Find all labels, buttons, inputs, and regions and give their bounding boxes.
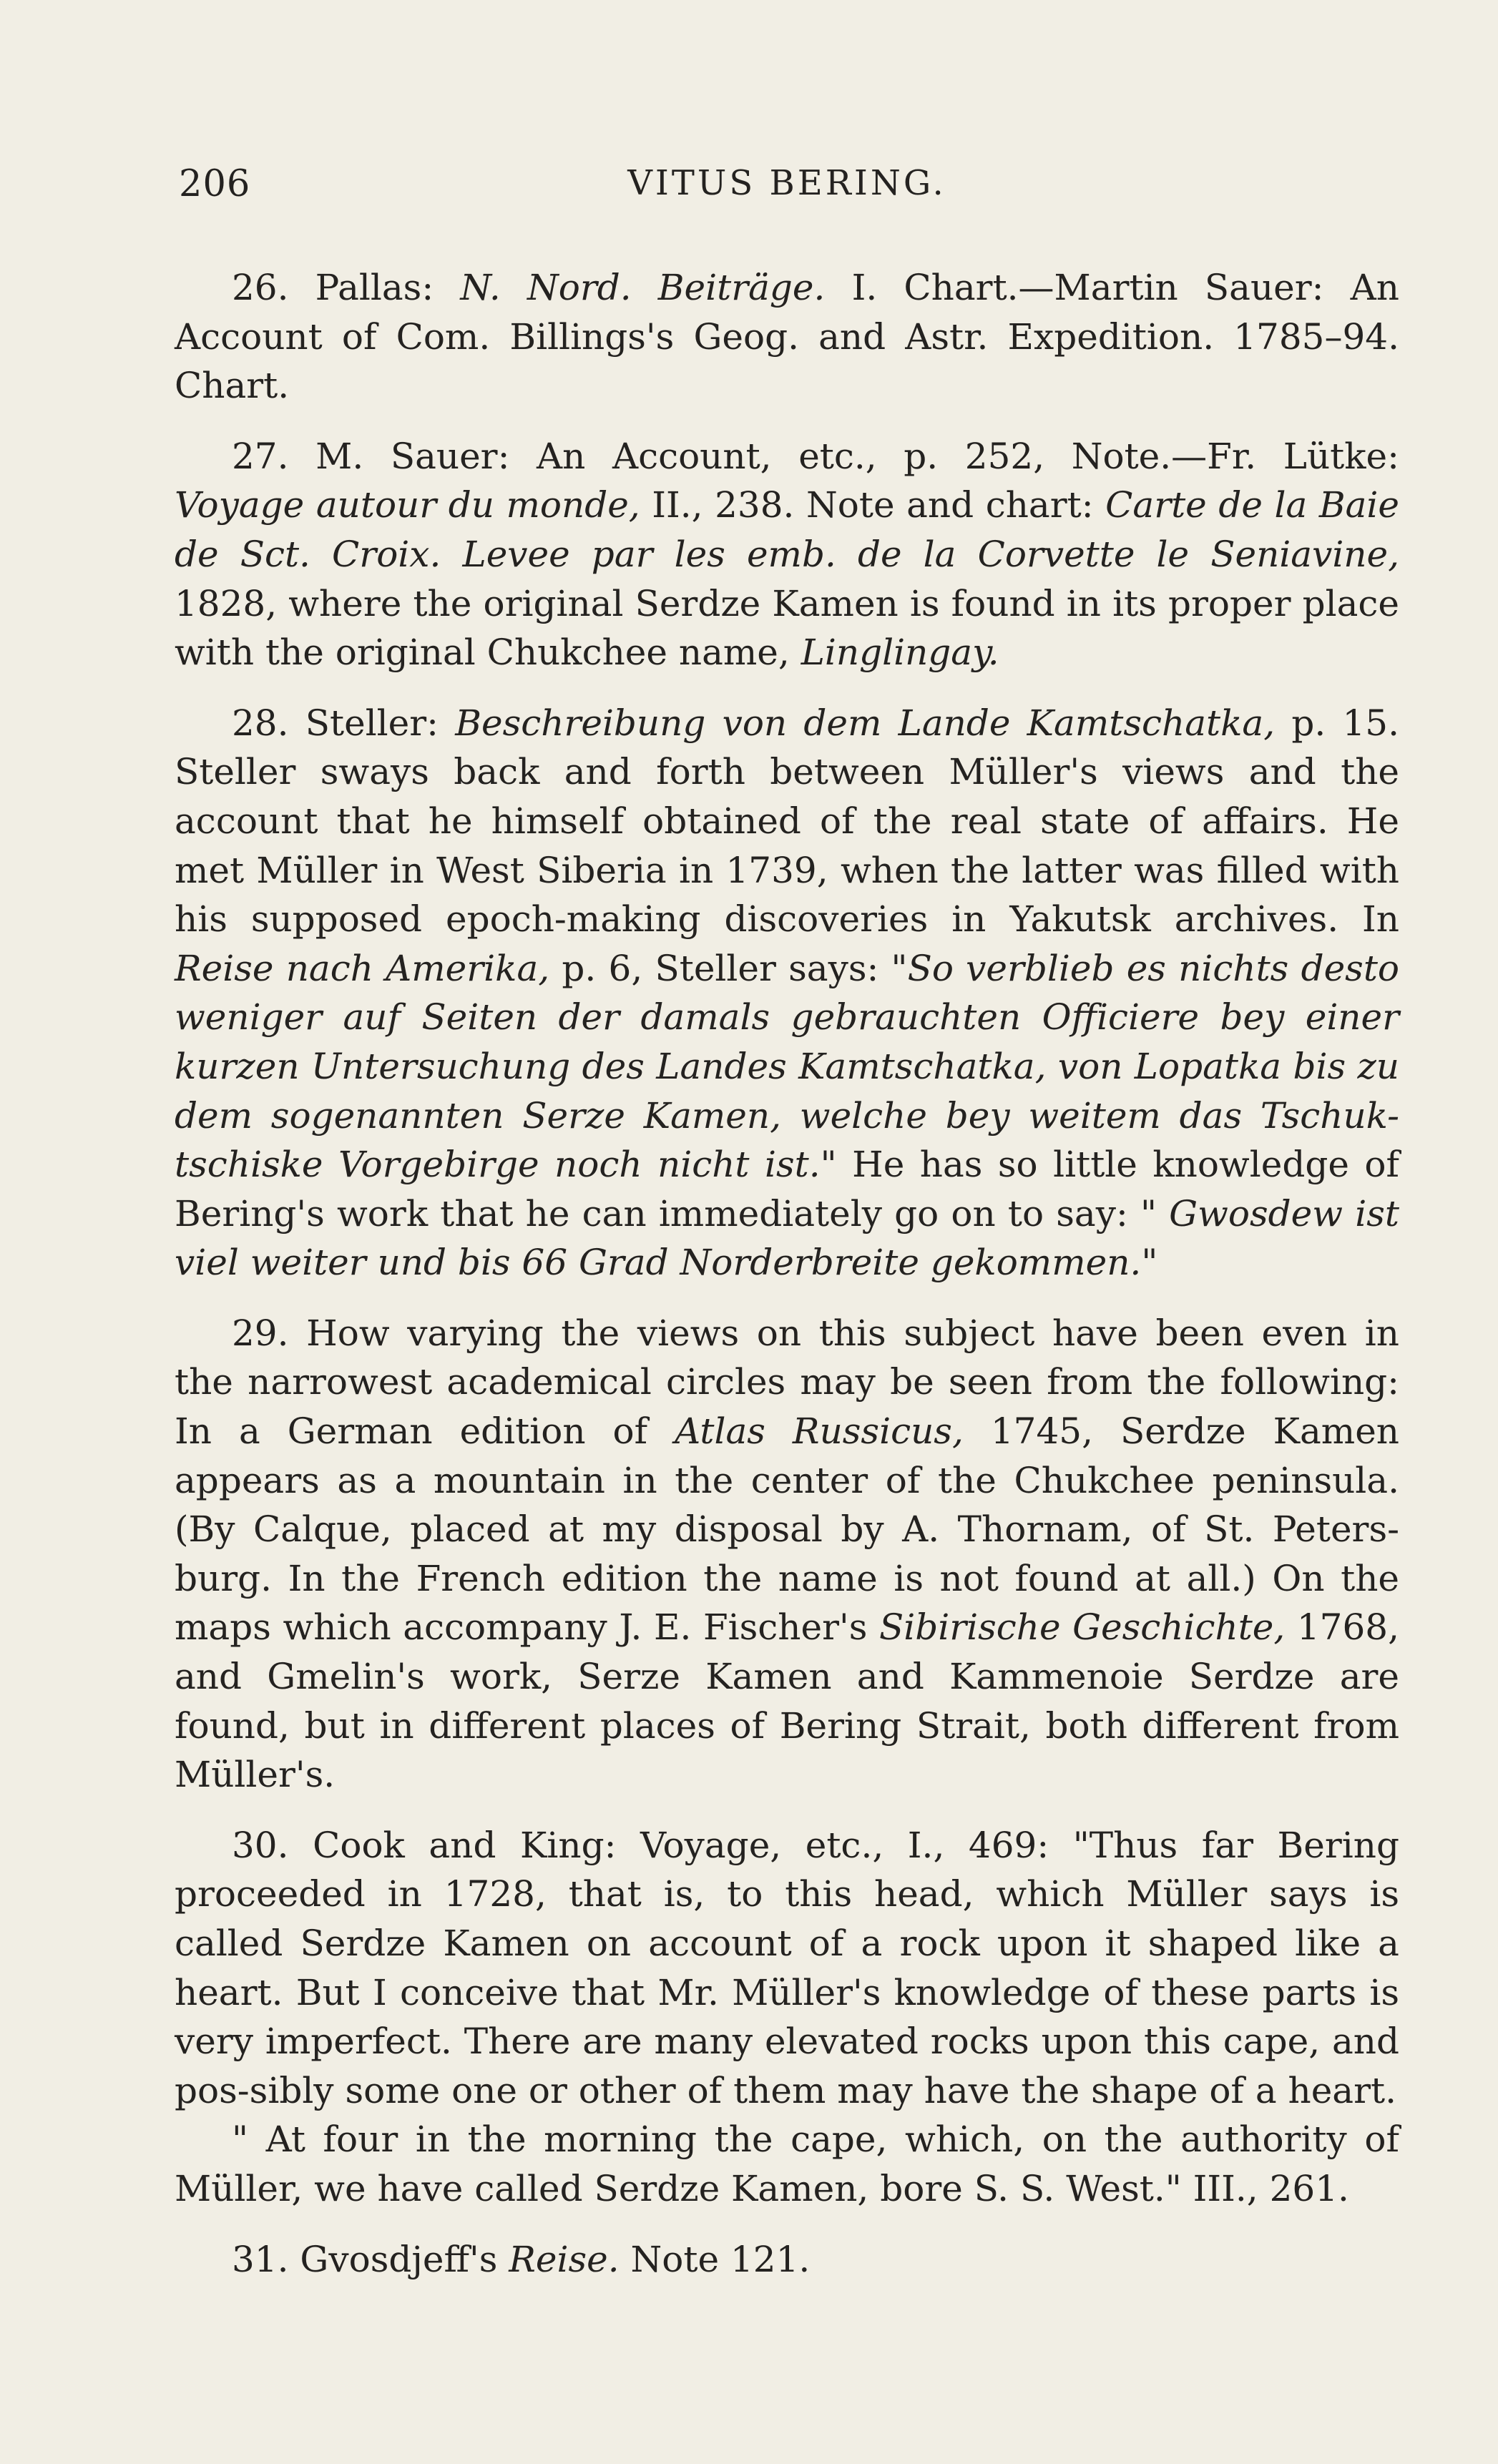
note-30-text: 30. Cook and King: Voyage, etc., I., 469: "Thus far Bering proceeded in 1728, that is, to this head, which Müller says is called Serdze Kamen on account of a rock upon it shaped like a heart. But I conceive that Mr. Müller's knowledge of these parts is very imperfect. There are many elevated rocks upon this cape, and pos-sibly some one or other of them may have the shape of a heart. <box>175 1824 1399 2111</box>
note-27 <box>175 432 1399 677</box>
note-28-quote: Gwosdew ist viel weiter und bis 66 Grad Norderbreite gekommen. <box>175 1192 1399 1284</box>
note-31-text: Note 121. <box>619 2238 811 2280</box>
note-31-text: 31. Gvosdjeff's <box>232 2238 509 2280</box>
note-28-text: p. 6, Steller says: " <box>549 947 908 989</box>
note-30-continued <box>175 2115 1399 2213</box>
note-28-text: " <box>1141 1242 1158 1284</box>
note-29-text: 29. How varying the views on this subject have been even in the narrowest academical circles may be seen from the following: In a German edition of <box>175 1312 1399 1453</box>
note-26-text: I. Chart.—Martin Sauer: An Account of Com. Billings's Geog. and Astr. Expedition. 1785–94. Chart. <box>175 267 1399 407</box>
note-31-title: Reise. <box>509 2238 620 2280</box>
note-26 <box>175 263 1399 411</box>
note-28-text: 28. Steller: <box>232 702 456 744</box>
notes-body <box>175 263 1399 2305</box>
note-27-title: Voyage autour du monde, <box>175 484 640 526</box>
note-30 <box>175 1821 1399 2116</box>
note-29-text: 1745, Serdze Kamen appears as a mountain in the center of the Chukchee peninsula. (By Calque, placed at my disposal by A. Thornam, of St. Peters-burg. In the French edition the name is not found at all.) On the maps which accompany J. E. Fischer's <box>175 1410 1400 1649</box>
note-28-title: Beschreibung von dem Lande Kamtschatka, <box>455 702 1276 744</box>
note-28-text: " He has so little knowledge of Bering's work that he can immediately go on to say: " <box>175 1144 1399 1235</box>
note-27-title: Carte de la Baie de Sct. Croix. Levee par les emb. de la Corvette le Seniavine, <box>175 484 1399 575</box>
note-29-title: Atlas Russicus, <box>675 1410 964 1453</box>
note-28-title: Reise nach Amerika, <box>175 947 550 989</box>
running-head: VITUS BERING. <box>627 163 946 203</box>
page-header <box>179 163 1395 213</box>
note-26-text: 26. Pallas: <box>232 267 461 308</box>
note-28-text: p. 15. Steller sways back and forth between Müller's views and the account that he himself obtained of the real state of affairs. He met Müller in West Siberia in 1739, when the latter was filled with his supposed epoch-making discoveries in Yakutsk archives. In <box>175 702 1399 941</box>
note-28 <box>175 699 1399 1287</box>
note-27-text: 27. M. Sauer: An Account, etc., p. 252, Note.—Fr. Lütke: <box>232 435 1399 477</box>
note-29 <box>175 1309 1399 1800</box>
note-26-title: N. Nord. Beiträge. <box>460 267 826 308</box>
note-27-text: II., 238. Note and chart: <box>640 484 1106 526</box>
note-28-quote: So verblieb es nichts desto weniger auf Seiten der damals gebrauchten Officiere bey einer kurzen Untersuchung des Landes Kamtschatka, von Lopatka bis zu dem sogenannten Serze Kamen, welche bey weitem das Tschuk-tschiske Vorgebirge noch nicht ist. <box>175 947 1400 1186</box>
note-30-continued-text: " At four in the morning the cape, which, on the authority of Müller, we have called Serdze Kamen, bore S. S. West." III., 261. <box>175 2119 1399 2209</box>
page-number: 206 <box>179 163 251 205</box>
note-27-text: 1828, where the original Serdze Kamen is found in its proper place with the original Chukchee name, <box>175 582 1399 674</box>
note-29-title: Sibirische Geschichte, <box>878 1606 1286 1649</box>
note-27-title: Linglingay. <box>801 632 999 674</box>
note-29-text: 1768, and Gmelin's work, Serze Kamen and Kammenoie Serdze are found, but in different places of Bering Strait, both different from Müller's. <box>175 1606 1399 1796</box>
note-31 <box>175 2235 1399 2284</box>
